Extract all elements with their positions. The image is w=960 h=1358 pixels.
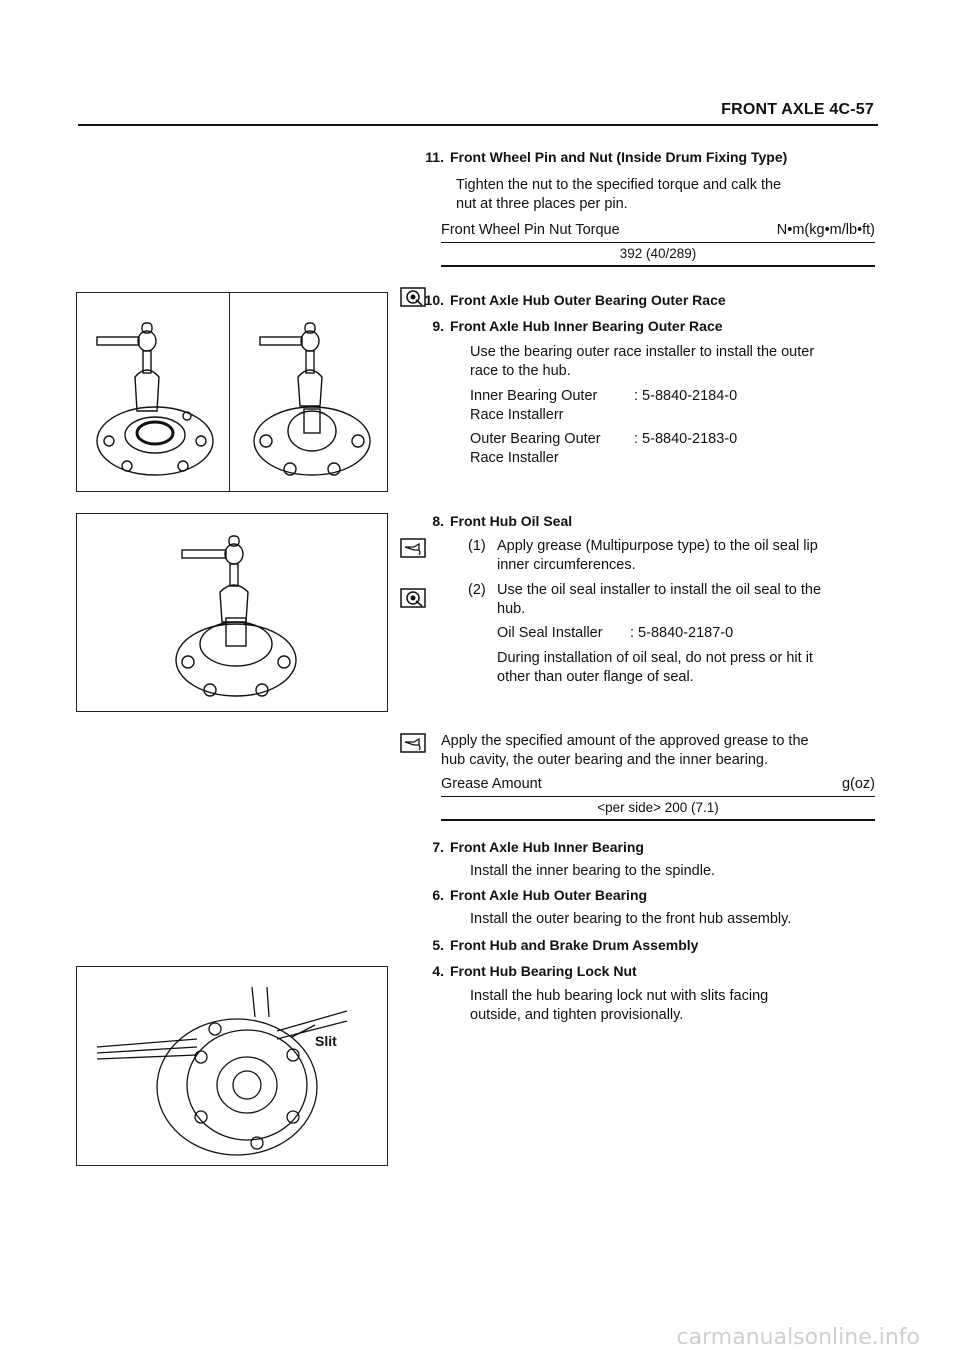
oil-seal-note: During installation of oil seal, do not press or hit it other than outer flange of seal. <box>497 650 813 685</box>
header-rule <box>78 124 878 126</box>
tool-spec-inner-race: Inner Bearing Outer Race Installerr <box>470 388 598 423</box>
spec-rule-bottom <box>441 265 875 267</box>
tool-number-inner-race: : 5-8840-2184-0 <box>634 388 738 404</box>
section-4-body: Install the hub bearing lock nut with slits facing outside, and tighten provisionally. <box>470 988 769 1023</box>
grease-spec-label: Grease Amount <box>441 776 542 792</box>
spec-rule-bottom <box>441 819 875 821</box>
hub-hammer-illustration <box>240 301 380 486</box>
section-7-heading: 7. Front Axle Hub Inner Bearing <box>432 839 644 855</box>
figure-lock-nut-slit <box>76 966 388 1166</box>
section-4-heading: 4. Front Hub Bearing Lock Nut <box>432 963 637 979</box>
section-8-step-2: (2) <box>468 582 486 598</box>
tool-spec-oil-seal: Oil Seal Installer <box>497 625 603 641</box>
spec-rule <box>441 242 875 243</box>
torque-spec-value: 392 (40/289) <box>619 246 697 261</box>
torque-spec-unit: N•m(kg•m/lb•ft) <box>776 222 875 238</box>
section-9-heading: 9. Front Axle Hub Inner Bearing Outer Race <box>432 318 723 334</box>
tool-number-oil-seal: : 5-8840-2187-0 <box>630 625 734 641</box>
section-5-heading: 5. Front Hub and Brake Drum Assembly <box>432 937 699 953</box>
figure-outer-race-install <box>76 292 388 492</box>
tool-number-outer-race: : 5-8840-2183-0 <box>634 431 738 447</box>
section-8-step-1-text: Apply grease (Multipurpose type) to the oil seal lip inner circumferences. <box>497 538 818 573</box>
tool-spec-outer-race: Outer Bearing Outer Race Installer <box>470 431 601 466</box>
section-6-body: Install the outer bearing to the front hub assembly. <box>470 911 792 927</box>
section-9-body: Use the bearing outer race installer to install the outer race to the hub. <box>470 344 815 379</box>
grease-spec-unit: g(oz) <box>841 776 875 792</box>
slit-callout: Slit <box>315 1033 337 1049</box>
grease-spec-value: <per side> 200 (7.1) <box>597 800 719 815</box>
section-8-heading: 8. Front Hub Oil Seal <box>432 513 573 529</box>
section-11-body: Tighten the nut to the specified torque and calk the nut at three places per pin. <box>456 177 782 212</box>
brake-drum-illustration <box>97 977 377 1157</box>
grease-body: Apply the specified amount of the approved grease to the hub cavity, the outer bearing and the inner bearing. <box>441 733 809 768</box>
site-watermark: carmanualsonline.info <box>676 1325 920 1350</box>
page-header: FRONT AXLE 4C-57 <box>721 101 874 118</box>
hub-hammer-illustration <box>87 301 227 486</box>
grease-icon <box>400 538 426 558</box>
section-8-step-1: (1) <box>468 538 486 554</box>
grease-spec-table <box>441 776 875 821</box>
special-tool-icon <box>400 588 426 608</box>
section-6-heading: 6. Front Axle Hub Outer Bearing <box>432 887 648 903</box>
section-7-body: Install the inner bearing to the spindle. <box>470 863 716 879</box>
torque-spec-label: Front Wheel Pin Nut Torque <box>441 222 620 238</box>
section-11-heading: 11. Front Wheel Pin and Nut (Inside Drum Fixing Type) <box>425 149 788 165</box>
figure-divider <box>229 293 230 491</box>
figure-oil-seal-install <box>76 513 388 712</box>
section-10-heading: 10. Front Axle Hub Outer Bearing Outer Race <box>424 292 726 308</box>
spec-rule <box>441 796 875 797</box>
oil-seal-hammer-illustration <box>162 522 312 707</box>
grease-icon <box>400 733 426 753</box>
torque-spec-table <box>441 222 875 267</box>
section-8-step-2-text: Use the oil seal installer to install the oil seal to the hub. <box>497 582 822 617</box>
